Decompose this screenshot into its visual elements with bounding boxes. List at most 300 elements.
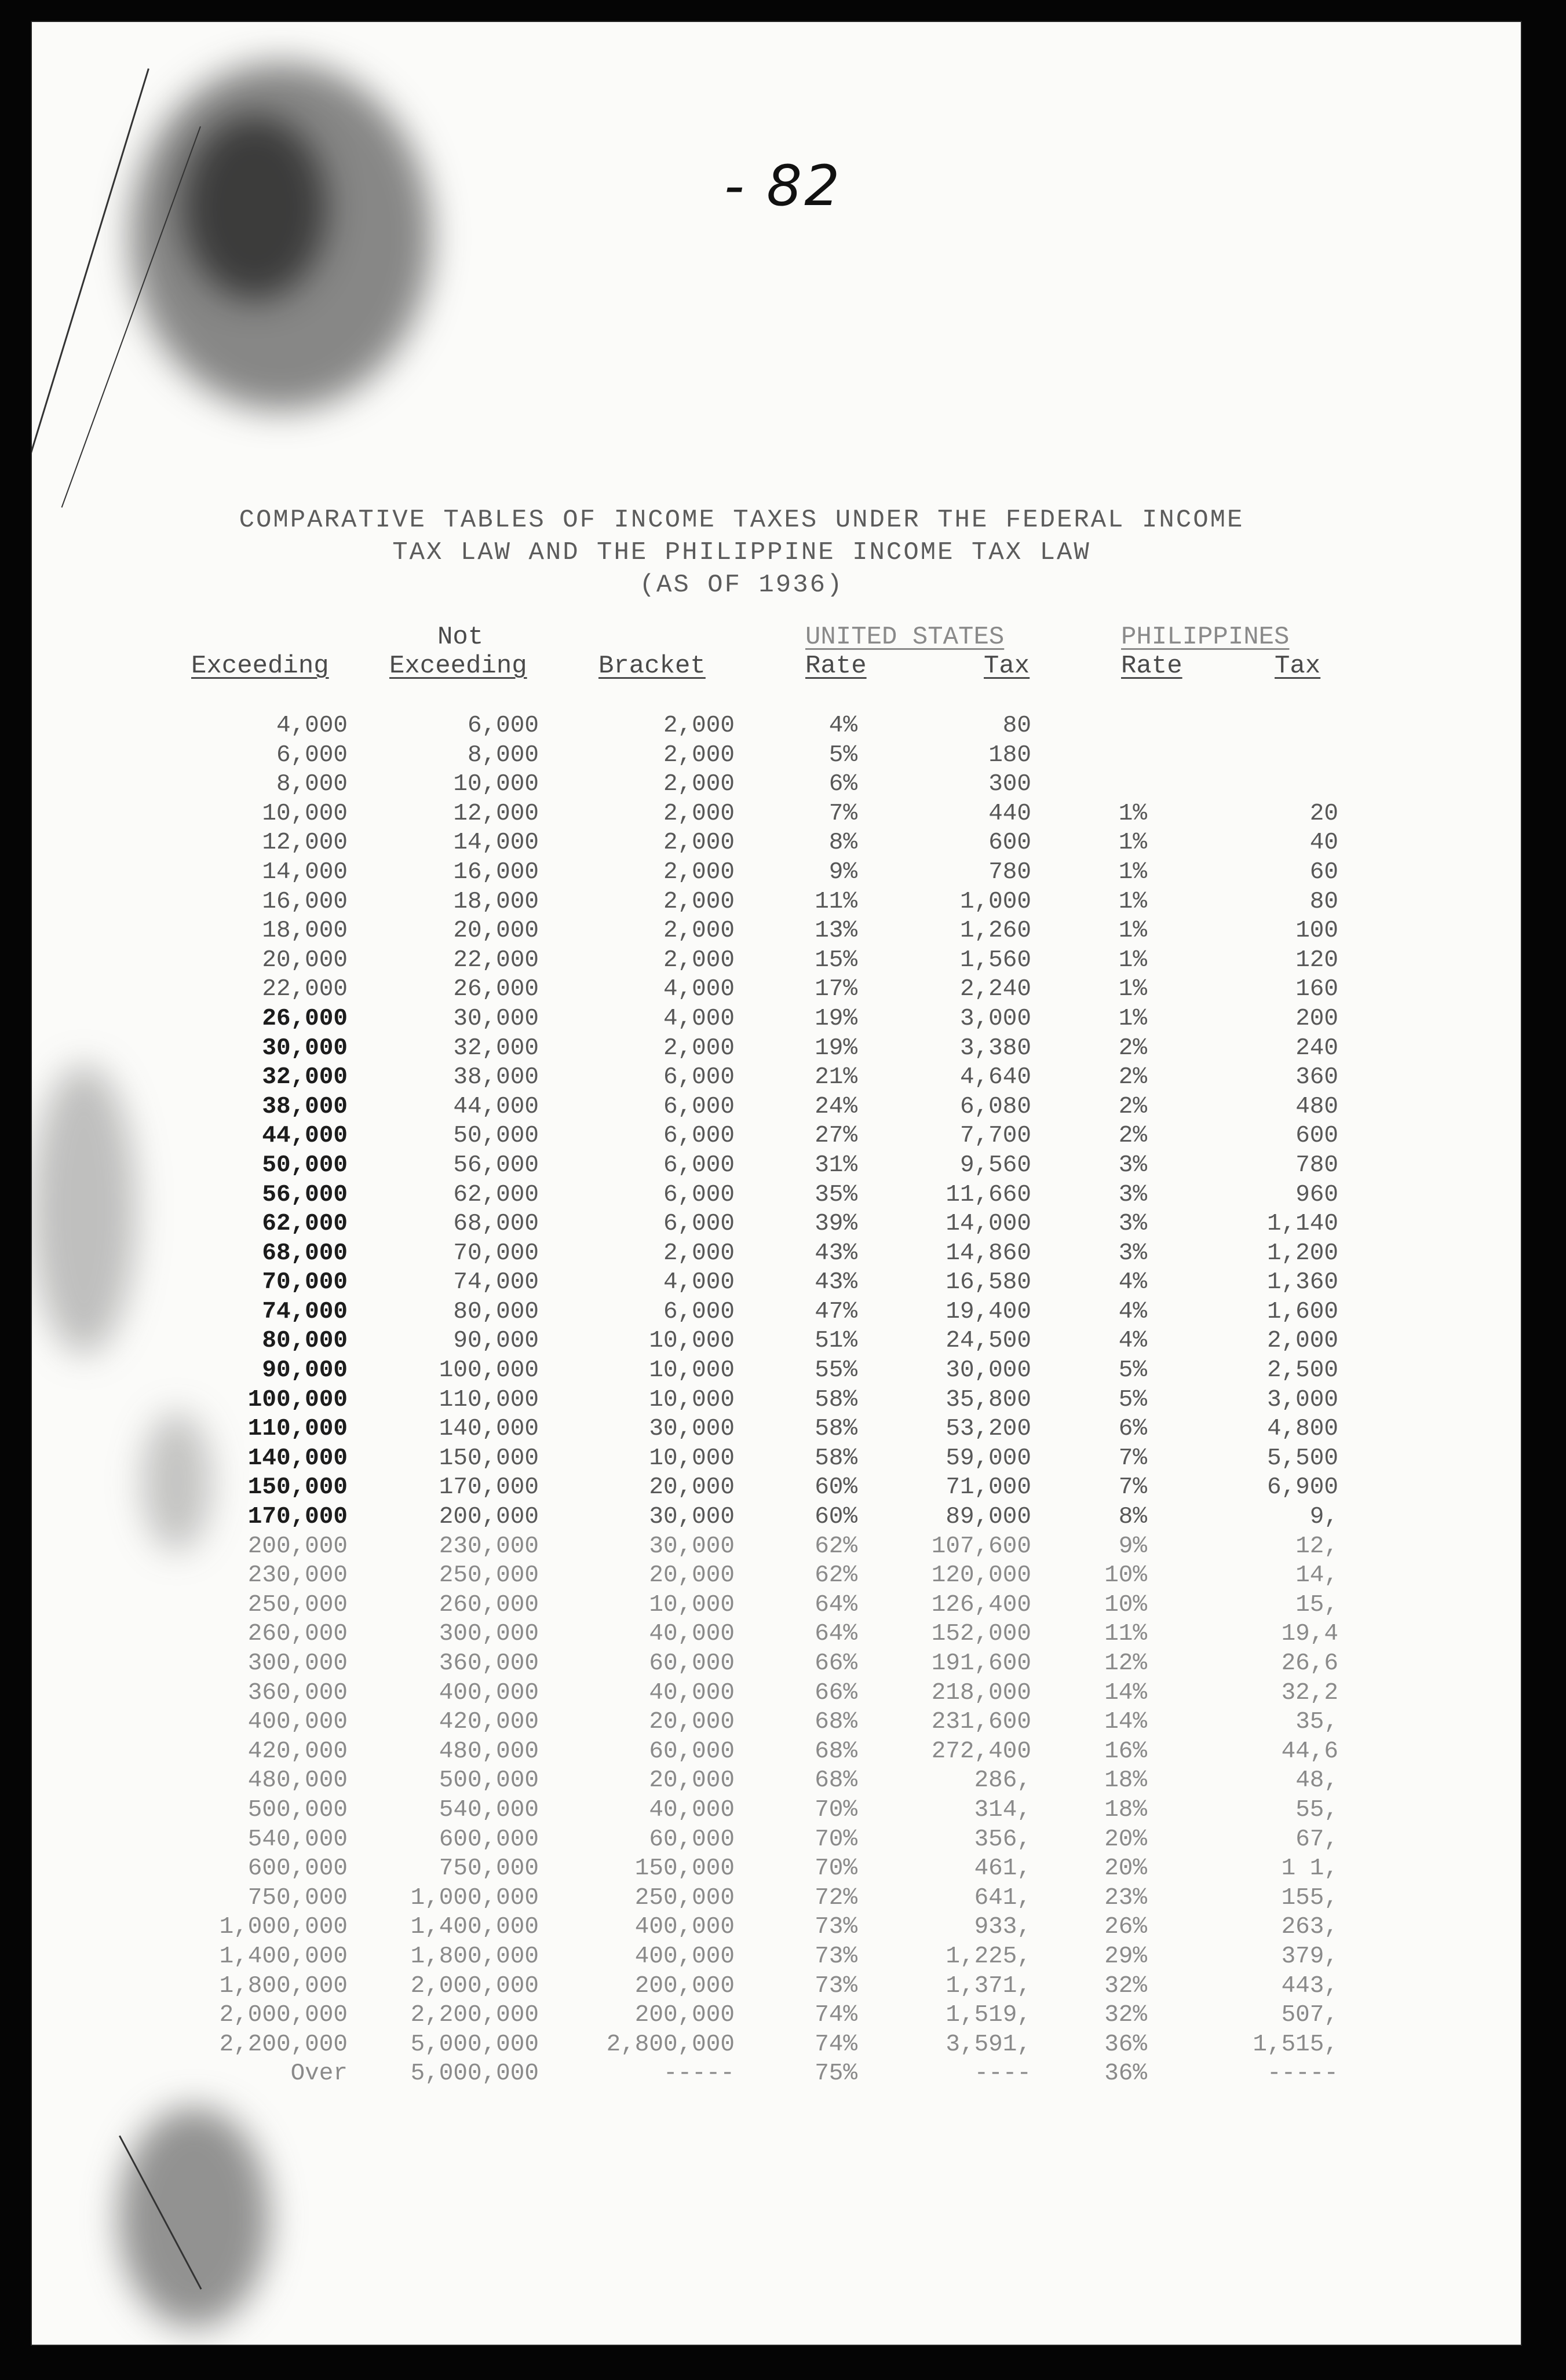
cell-not-exceeding: 140,000 xyxy=(439,1416,539,1443)
cell-not-exceeding: 300,000 xyxy=(439,1621,539,1648)
cell-us-rate: 74% xyxy=(815,2002,857,2029)
cell-ph-rate: 2% xyxy=(1118,1034,1147,1062)
cell-not-exceeding: 8,000 xyxy=(467,741,539,769)
header-ph-tax: Tax xyxy=(1275,652,1321,681)
cell-ph-tax: 360 xyxy=(1295,1064,1338,1091)
cell-exceeding: 38,000 xyxy=(262,1093,348,1120)
cell-exceeding: 480,000 xyxy=(247,1767,348,1794)
cell-us-rate: 68% xyxy=(815,1709,857,1736)
cell-ph-rate: 5% xyxy=(1118,1357,1147,1384)
cell-us-tax: 89,000 xyxy=(946,1504,1031,1531)
cell-bracket: 6,000 xyxy=(663,1181,735,1208)
cell-us-rate: 43% xyxy=(815,1269,857,1296)
cell-us-tax: 9,560 xyxy=(959,1151,1031,1179)
cell-ph-rate: 36% xyxy=(1104,2060,1147,2087)
cell-exceeding: 2,200,000 xyxy=(219,2031,348,2058)
cell-not-exceeding: 5,000,000 xyxy=(410,2031,539,2058)
header-philippines: PHILIPPINES xyxy=(1121,623,1290,652)
cell-us-rate: 74% xyxy=(815,2031,857,2058)
cell-us-tax: 35,800 xyxy=(946,1386,1031,1413)
cell-exceeding: 68,000 xyxy=(262,1240,348,1267)
cell-ph-rate: 2% xyxy=(1118,1093,1147,1120)
cell-exceeding: 62,000 xyxy=(262,1211,348,1238)
cell-ph-rate xyxy=(1089,711,1147,741)
cell-us-tax: 1,519, xyxy=(946,2002,1031,2029)
cell-us-tax: 218,000 xyxy=(931,1679,1031,1706)
cell-ph-rate: 26% xyxy=(1104,1914,1147,1941)
cell-us-tax: 59,000 xyxy=(946,1445,1031,1472)
cell-bracket: 2,000 xyxy=(663,888,735,915)
cell-bracket: 2,000 xyxy=(663,1034,735,1062)
cell-ph-rate: 32% xyxy=(1104,2002,1147,2029)
cell-exceeding: 18,000 xyxy=(262,917,348,945)
cell-bracket: 40,000 xyxy=(649,1796,735,1823)
cell-us-tax: 600 xyxy=(988,829,1031,857)
cell-exceeding: 4,000 xyxy=(276,712,348,739)
cell-bracket: 10,000 xyxy=(649,1591,735,1618)
cell-us-tax: 2,240 xyxy=(959,976,1031,1003)
cell-ph-rate: 12% xyxy=(1104,1650,1147,1677)
cell-exceeding: 32,000 xyxy=(262,1064,348,1091)
cell-us-rate: 39% xyxy=(815,1211,857,1238)
cell-us-rate: 5% xyxy=(828,741,857,769)
cell-ph-tax: 1,140 xyxy=(1266,1211,1338,1238)
cell-not-exceeding: 18,000 xyxy=(453,888,539,915)
cell-ph-tax: 12, xyxy=(1295,1533,1338,1560)
cell-ph-tax: 443, xyxy=(1281,1972,1338,1999)
cell-bracket: 10,000 xyxy=(649,1445,735,1472)
cell-exceeding: 2,000,000 xyxy=(219,2002,348,2029)
cell-ph-tax: 1 1, xyxy=(1281,1855,1338,1882)
cell-not-exceeding: 14,000 xyxy=(453,829,539,857)
cell-not-exceeding: 68,000 xyxy=(453,1211,539,1238)
cell-bracket: 6,000 xyxy=(663,1123,735,1150)
cell-not-exceeding: 170,000 xyxy=(439,1474,539,1501)
cell-not-exceeding: 200,000 xyxy=(439,1504,539,1531)
cell-us-rate: 60% xyxy=(815,1474,857,1501)
cell-exceeding: 56,000 xyxy=(262,1181,348,1208)
cell-ph-tax: 480 xyxy=(1295,1093,1338,1120)
cell-ph-rate: 4% xyxy=(1118,1298,1147,1325)
cell-us-tax: 16,580 xyxy=(946,1269,1031,1296)
cell-ph-rate: 1% xyxy=(1118,946,1147,974)
cell-us-rate: 58% xyxy=(815,1445,857,1472)
cell-bracket: 2,000 xyxy=(663,1240,735,1267)
cell-not-exceeding: 16,000 xyxy=(453,858,539,886)
cell-us-rate: 70% xyxy=(815,1855,857,1882)
cell-not-exceeding: 2,000,000 xyxy=(410,1972,539,1999)
cell-exceeding: 30,000 xyxy=(262,1034,348,1062)
cell-us-tax: 53,200 xyxy=(946,1416,1031,1443)
cell-exceeding: 22,000 xyxy=(262,976,348,1003)
cell-us-tax: 107,600 xyxy=(931,1533,1031,1560)
cell-bracket: 200,000 xyxy=(634,1972,735,1999)
cell-ph-tax: 14, xyxy=(1295,1562,1338,1589)
cell-ph-tax: 507, xyxy=(1281,2002,1338,2029)
title-line-2: TAX LAW AND THE PHILIPPINE INCOME TAX LAW xyxy=(392,538,1091,567)
cell-bracket: 4,000 xyxy=(663,1005,735,1032)
cell-us-tax: 440 xyxy=(988,800,1031,827)
cell-us-tax: 3,591, xyxy=(946,2031,1031,2058)
header-us-rate: Rate xyxy=(805,652,867,681)
cell-us-rate: 21% xyxy=(815,1064,857,1091)
cell-us-tax: 1,560 xyxy=(959,946,1031,974)
cell-us-tax: 641, xyxy=(974,1884,1031,1911)
column-us-tax xyxy=(881,711,1031,2089)
cell-ph-rate: 3% xyxy=(1118,1211,1147,1238)
cell-us-tax: 120,000 xyxy=(931,1562,1031,1589)
cell-us-rate: 7% xyxy=(828,800,857,827)
cell-us-rate: 19% xyxy=(815,1034,857,1062)
cell-bracket: 60,000 xyxy=(649,1738,735,1765)
cell-us-tax: 300 xyxy=(988,771,1031,798)
header-exceeding: Exceeding xyxy=(191,652,329,681)
cell-us-tax: 14,860 xyxy=(946,1240,1031,1267)
cell-not-exceeding: 10,000 xyxy=(453,771,539,798)
cell-us-tax: 933, xyxy=(974,1914,1031,1941)
cell-not-exceeding: 540,000 xyxy=(439,1796,539,1823)
cell-us-rate: 24% xyxy=(815,1093,857,1120)
cell-not-exceeding: 230,000 xyxy=(439,1533,539,1560)
cell-bracket: 60,000 xyxy=(649,1650,735,1677)
header-ph-rate: Rate xyxy=(1121,652,1182,681)
cell-exceeding: 170,000 xyxy=(247,1504,348,1531)
page-number: - 82 xyxy=(724,153,842,218)
cell-ph-rate: 10% xyxy=(1104,1562,1147,1589)
cell-us-rate: 15% xyxy=(815,946,857,974)
cell-us-tax: 1,000 xyxy=(959,888,1031,915)
cell-exceeding: 500,000 xyxy=(247,1796,348,1823)
cell-not-exceeding: 90,000 xyxy=(453,1328,539,1355)
cell-bracket: 20,000 xyxy=(649,1767,735,1794)
cell-bracket: 6,000 xyxy=(663,1093,735,1120)
cell-bracket: 150,000 xyxy=(634,1855,735,1882)
cell-ph-tax: 9, xyxy=(1309,1504,1338,1531)
cell-ph-tax: 240 xyxy=(1295,1034,1338,1062)
cell-us-tax: 286, xyxy=(974,1767,1031,1794)
cell-exceeding: 230,000 xyxy=(247,1562,348,1589)
cell-exceeding: 16,000 xyxy=(262,888,348,915)
cell-exceeding: 360,000 xyxy=(247,1679,348,1706)
cell-ph-rate: 7% xyxy=(1118,1474,1147,1501)
cell-us-rate: 64% xyxy=(815,1621,857,1648)
cell-ph-rate: 9% xyxy=(1118,1533,1147,1560)
cell-ph-rate: 8% xyxy=(1118,1504,1147,1531)
cell-us-tax: 3,000 xyxy=(959,1005,1031,1032)
cell-bracket: 20,000 xyxy=(649,1562,735,1589)
cell-ph-tax: 3,000 xyxy=(1266,1386,1338,1413)
cell-us-rate: 70% xyxy=(815,1826,857,1853)
cell-ph-tax: ----- xyxy=(1266,2060,1338,2087)
cell-not-exceeding: 44,000 xyxy=(453,1093,539,1120)
cell-ph-tax: 2,500 xyxy=(1266,1357,1338,1384)
cell-ph-tax: 2,000 xyxy=(1266,1328,1338,1355)
cell-ph-tax: 5,500 xyxy=(1266,1445,1338,1472)
cell-not-exceeding: 70,000 xyxy=(453,1240,539,1267)
cell-bracket: 60,000 xyxy=(649,1826,735,1853)
column-not-exceeding xyxy=(371,711,539,2089)
cell-exceeding: 1,800,000 xyxy=(219,1972,348,1999)
cell-not-exceeding: 32,000 xyxy=(453,1034,539,1062)
cell-ph-tax: 379, xyxy=(1281,1943,1338,1970)
cell-ph-tax: 20 xyxy=(1309,800,1338,827)
cell-bracket: 2,000 xyxy=(663,858,735,886)
cell-ph-tax: 4,800 xyxy=(1266,1416,1338,1443)
cell-us-tax: 1,225, xyxy=(946,1943,1031,1970)
cell-bracket: 2,000 xyxy=(663,829,735,857)
title-line-3: (AS OF 1936) xyxy=(639,571,844,599)
cell-bracket: 10,000 xyxy=(649,1328,735,1355)
cell-us-tax: 7,700 xyxy=(959,1123,1031,1150)
cell-ph-rate: 14% xyxy=(1104,1709,1147,1736)
header-not-exceeding: Exceeding xyxy=(389,652,527,681)
cell-not-exceeding: 480,000 xyxy=(439,1738,539,1765)
cell-not-exceeding: 6,000 xyxy=(467,712,539,739)
cell-ph-tax: 19,4 xyxy=(1281,1621,1338,1648)
cell-not-exceeding: 12,000 xyxy=(453,800,539,827)
cell-us-rate: 13% xyxy=(815,917,857,945)
cell-us-rate: 43% xyxy=(815,1240,857,1267)
cell-ph-rate: 36% xyxy=(1104,2031,1147,2058)
cell-exceeding: 200,000 xyxy=(247,1533,348,1560)
cell-not-exceeding: 250,000 xyxy=(439,1562,539,1589)
cell-ph-tax: 1,515, xyxy=(1253,2031,1338,2058)
cell-not-exceeding: 360,000 xyxy=(439,1650,539,1677)
cell-bracket: 2,000 xyxy=(663,946,735,974)
cell-ph-rate: 1% xyxy=(1118,1005,1147,1032)
cell-bracket: 400,000 xyxy=(634,1914,735,1941)
cell-bracket: 250,000 xyxy=(634,1884,735,1911)
cell-exceeding: 44,000 xyxy=(262,1123,348,1150)
cell-exceeding: 10,000 xyxy=(262,800,348,827)
cell-ph-rate: 16% xyxy=(1104,1738,1147,1765)
cell-bracket: 20,000 xyxy=(649,1474,735,1501)
header-us-tax: Tax xyxy=(984,652,1030,681)
cell-ph-rate: 10% xyxy=(1104,1591,1147,1618)
cell-ph-tax: 35, xyxy=(1295,1709,1338,1736)
cell-us-tax: 461, xyxy=(974,1855,1031,1882)
cell-exceeding: Over xyxy=(290,2060,348,2087)
cell-exceeding: 420,000 xyxy=(247,1738,348,1765)
column-ph-rate xyxy=(1089,711,1147,2089)
cell-us-rate: 51% xyxy=(815,1328,857,1355)
cell-us-rate: 66% xyxy=(815,1679,857,1706)
cell-bracket: 200,000 xyxy=(634,2002,735,2029)
header-bracket: Bracket xyxy=(598,652,706,681)
cell-bracket: 2,800,000 xyxy=(606,2031,735,2058)
cell-ph-rate: 18% xyxy=(1104,1796,1147,1823)
cell-us-tax: 1,371, xyxy=(946,1972,1031,1999)
cell-ph-tax: 1,200 xyxy=(1266,1240,1338,1267)
cell-not-exceeding: 38,000 xyxy=(453,1064,539,1091)
cell-bracket: ----- xyxy=(663,2060,735,2087)
cell-ph-rate: 18% xyxy=(1104,1767,1147,1794)
cell-us-tax: 231,600 xyxy=(931,1709,1031,1736)
cell-us-rate: 47% xyxy=(815,1298,857,1325)
cell-ph-tax: 160 xyxy=(1295,976,1338,1003)
cell-exceeding: 12,000 xyxy=(262,829,348,857)
cell-us-rate: 8% xyxy=(828,829,857,857)
title-line-1: COMPARATIVE TABLES OF INCOME TAXES UNDER THE FEDERAL INCOME xyxy=(239,506,1244,535)
cell-exceeding: 14,000 xyxy=(262,858,348,886)
page-crease xyxy=(32,68,149,523)
cell-us-rate: 58% xyxy=(815,1416,857,1443)
cell-ph-tax: 40 xyxy=(1309,829,1338,857)
cell-us-rate: 11% xyxy=(815,888,857,915)
cell-ph-rate: 2% xyxy=(1118,1123,1147,1150)
cell-not-exceeding: 2,200,000 xyxy=(410,2002,539,2029)
cell-exceeding: 150,000 xyxy=(247,1474,348,1501)
cell-ph-rate: 32% xyxy=(1104,1972,1147,1999)
cell-ph-tax: 6,900 xyxy=(1266,1474,1338,1501)
cell-us-rate: 31% xyxy=(815,1151,857,1179)
cell-ph-rate: 4% xyxy=(1118,1328,1147,1355)
cell-bracket: 40,000 xyxy=(649,1679,735,1706)
cell-ph-rate: 20% xyxy=(1104,1855,1147,1882)
cell-ph-tax: 1,600 xyxy=(1266,1298,1338,1325)
cell-ph-tax: 15, xyxy=(1295,1591,1338,1618)
cell-ph-rate: 1% xyxy=(1118,976,1147,1003)
cell-ph-rate: 7% xyxy=(1118,1445,1147,1472)
ink-stain xyxy=(182,115,327,300)
cell-exceeding: 6,000 xyxy=(276,741,348,769)
cell-not-exceeding: 260,000 xyxy=(439,1591,539,1618)
cell-us-rate: 19% xyxy=(815,1005,857,1032)
cell-not-exceeding: 600,000 xyxy=(439,1826,539,1853)
cell-us-rate: 4% xyxy=(828,712,857,739)
cell-bracket: 400,000 xyxy=(634,1943,735,1970)
cell-bracket: 2,000 xyxy=(663,712,735,739)
cell-ph-rate: 20% xyxy=(1104,1826,1147,1853)
cell-us-tax: 1,260 xyxy=(959,917,1031,945)
cell-us-rate: 62% xyxy=(815,1562,857,1589)
cell-not-exceeding: 62,000 xyxy=(453,1181,539,1208)
cell-not-exceeding: 22,000 xyxy=(453,946,539,974)
cell-exceeding: 1,000,000 xyxy=(219,1914,348,1941)
cell-us-tax: 4,640 xyxy=(959,1064,1031,1091)
cell-ph-rate: 1% xyxy=(1118,888,1147,915)
cell-us-rate: 70% xyxy=(815,1796,857,1823)
cell-us-rate: 60% xyxy=(815,1504,857,1531)
cell-ph-rate: 1% xyxy=(1118,917,1147,945)
cell-bracket: 2,000 xyxy=(663,917,735,945)
cell-us-tax: 3,380 xyxy=(959,1034,1031,1062)
cell-exceeding: 70,000 xyxy=(262,1269,348,1296)
cell-not-exceeding: 400,000 xyxy=(439,1679,539,1706)
cell-not-exceeding: 750,000 xyxy=(439,1855,539,1882)
cell-ph-tax: 55, xyxy=(1295,1796,1338,1823)
cell-ph-rate: 1% xyxy=(1118,858,1147,886)
cell-exceeding: 74,000 xyxy=(262,1298,348,1325)
cell-us-tax: 180 xyxy=(988,741,1031,769)
header-united-states: UNITED STATES xyxy=(805,623,1005,652)
cell-us-rate: 68% xyxy=(815,1767,857,1794)
cell-us-rate: 58% xyxy=(815,1386,857,1413)
cell-not-exceeding: 420,000 xyxy=(439,1709,539,1736)
cell-ph-rate: 14% xyxy=(1104,1679,1147,1706)
cell-us-rate: 75% xyxy=(815,2060,857,2087)
cell-ph-tax: 1,360 xyxy=(1266,1269,1338,1296)
cell-ph-rate: 4% xyxy=(1118,1269,1147,1296)
cell-ph-rate: 1% xyxy=(1118,800,1147,827)
cell-exceeding: 1,400,000 xyxy=(219,1943,348,1970)
cell-ph-tax: 600 xyxy=(1295,1123,1338,1150)
cell-bracket: 4,000 xyxy=(663,976,735,1003)
cell-ph-rate: 11% xyxy=(1104,1621,1147,1648)
cell-bracket: 40,000 xyxy=(649,1621,735,1648)
cell-us-tax: 80 xyxy=(1002,712,1031,739)
cell-not-exceeding: 30,000 xyxy=(453,1005,539,1032)
cell-not-exceeding: 5,000,000 xyxy=(410,2060,539,2087)
document-title xyxy=(191,504,1292,601)
cell-bracket: 6,000 xyxy=(663,1211,735,1238)
cell-ph-rate: 23% xyxy=(1104,1884,1147,1911)
cell-us-tax: ---- xyxy=(974,2060,1031,2087)
cell-ph-tax: 780 xyxy=(1295,1151,1338,1179)
cell-us-tax: 272,400 xyxy=(931,1738,1031,1765)
cell-us-rate: 17% xyxy=(815,976,857,1003)
cell-us-tax: 152,000 xyxy=(931,1621,1031,1648)
cell-not-exceeding: 100,000 xyxy=(439,1357,539,1384)
cell-us-tax: 314, xyxy=(974,1796,1031,1823)
cell-exceeding: 8,000 xyxy=(276,771,348,798)
cell-us-tax: 780 xyxy=(988,858,1031,886)
cell-ph-rate: 3% xyxy=(1118,1181,1147,1208)
cell-us-tax: 356, xyxy=(974,1826,1031,1853)
cell-exceeding: 400,000 xyxy=(247,1709,348,1736)
cell-not-exceeding: 56,000 xyxy=(453,1151,539,1179)
cell-bracket: 30,000 xyxy=(649,1533,735,1560)
cell-exceeding: 26,000 xyxy=(262,1005,348,1032)
cell-exceeding: 250,000 xyxy=(247,1591,348,1618)
cell-exceeding: 110,000 xyxy=(247,1416,348,1443)
cell-us-rate: 73% xyxy=(815,1914,857,1941)
cell-us-rate: 27% xyxy=(815,1123,857,1150)
cell-not-exceeding: 1,800,000 xyxy=(410,1943,539,1970)
cell-us-tax: 71,000 xyxy=(946,1474,1031,1501)
cell-us-tax: 191,600 xyxy=(931,1650,1031,1677)
column-bracket xyxy=(574,711,735,2089)
cell-bracket: 4,000 xyxy=(663,1269,735,1296)
cell-exceeding: 50,000 xyxy=(262,1151,348,1179)
cell-ph-tax xyxy=(1182,711,1338,741)
cell-not-exceeding: 1,400,000 xyxy=(410,1914,539,1941)
cell-ph-tax: 60 xyxy=(1309,858,1338,886)
cell-bracket: 10,000 xyxy=(649,1386,735,1413)
cell-exceeding: 540,000 xyxy=(247,1826,348,1853)
cell-ph-tax: 155, xyxy=(1281,1884,1338,1911)
cell-ph-rate xyxy=(1089,770,1147,799)
cell-ph-tax: 44,6 xyxy=(1281,1738,1338,1765)
cell-ph-tax: 120 xyxy=(1295,946,1338,974)
cell-ph-tax: 960 xyxy=(1295,1181,1338,1208)
cell-exceeding: 300,000 xyxy=(247,1650,348,1677)
cell-ph-tax: 32,2 xyxy=(1281,1679,1338,1706)
cell-us-rate: 66% xyxy=(815,1650,857,1677)
column-exceeding xyxy=(174,711,348,2089)
cell-ph-tax xyxy=(1182,770,1338,799)
cell-ph-tax: 100 xyxy=(1295,917,1338,945)
cell-bracket: 6,000 xyxy=(663,1298,735,1325)
cell-ph-rate xyxy=(1089,741,1147,770)
cell-bracket: 6,000 xyxy=(663,1151,735,1179)
cell-exceeding: 100,000 xyxy=(247,1386,348,1413)
cell-bracket: 6,000 xyxy=(663,1064,735,1091)
cell-bracket: 20,000 xyxy=(649,1709,735,1736)
cell-ph-rate: 29% xyxy=(1104,1943,1147,1970)
cell-not-exceeding: 150,000 xyxy=(439,1445,539,1472)
cell-us-tax: 11,660 xyxy=(946,1181,1031,1208)
